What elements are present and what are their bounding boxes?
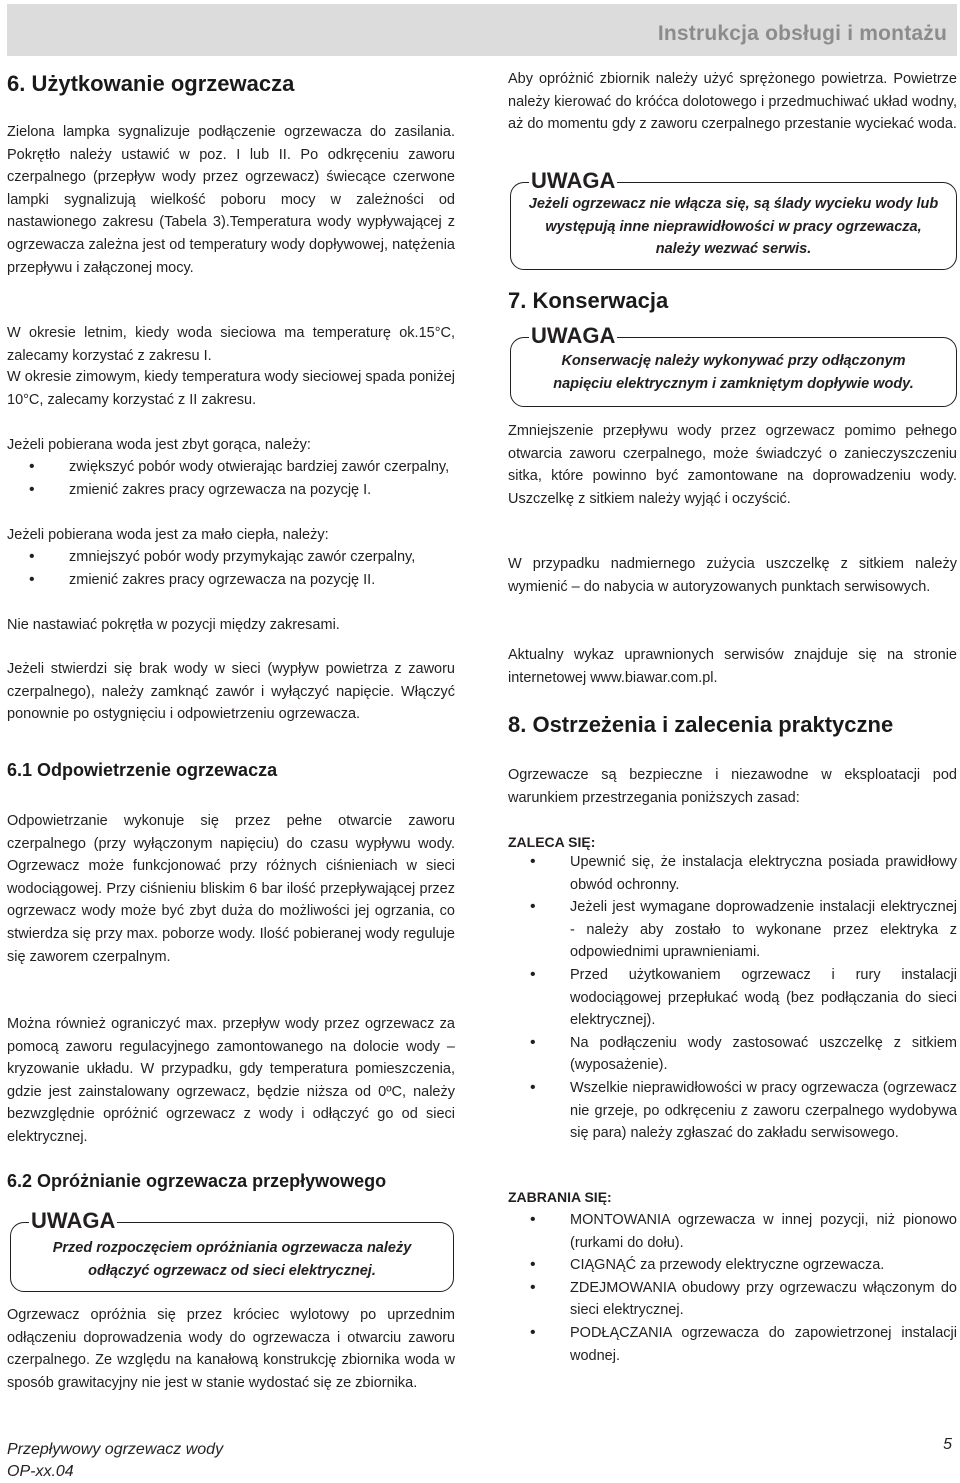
- s6-paragraph-4: Jeżeli pobierana woda jest zbyt gorąca, należy:: [7, 437, 311, 453]
- list-item: • MONTOWANIA ogrzewacza w innej pozycji, niż pionowo (rurkami do dołu).: [508, 1209, 957, 1254]
- section-6-2-heading: [7, 1171, 386, 1192]
- s6-paragraph-5: Jeżeli pobierana woda jest za mało ciepła, należy:: [7, 527, 329, 543]
- section-number: 6.2: [7, 1171, 33, 1191]
- s7-paragraph-1: Zmniejszenie przepływu wody przez ogrzewacz pomimo pełnego otwarcia zaworu czerpalnego, może świadczyć o zanieczyszczeniu sitka, które powinno być zamontowane na doprowadzeniu wody. Uszczelkę z sitkiem należy wyjąć i oczyścić.: [508, 423, 957, 507]
- list-item: • zmienić zakres pracy ogrzewacza na pozycję II.: [7, 569, 455, 592]
- recommended-list: [508, 851, 957, 1145]
- section-number: 6.1: [7, 760, 33, 780]
- section-title: Odpowietrzenie ogrzewacza: [32, 760, 278, 780]
- s6-2-paragraph-1: Ogrzewacz opróżnia się przez króciec wylotowy po uprzednim odłączeniu doprowadzenia wody do ogrzewacza i otwarciu zaworu czerpalnego. Ze względu na kanałową konstrukcję zbiornika woda w sposób grawitacyjny nie jest w stanie wydostać się ze zbiornika.: [7, 1307, 455, 1391]
- header-title: Instrukcja obsługi i montażu: [657, 22, 947, 45]
- warning-text: Konserwację należy wykonywać przy odłączonym napięciu elektrycznym i zamkniętym dopływie wody.: [553, 353, 914, 392]
- s6-1-paragraph-2: Można również ograniczyć max. przepływ wody przez ogrzewacz za pomocą zaworu regulacyjnego zamontowanego na dolocie wody – kryzowanie układu. W przypadku, gdy temperatura pomieszczenia, gdzie jest zainstalowany ogrzewacz, będzie niższa od 0ºC, należy bezwzględnie opróżnić ogrzewacz z wody i odłączyć go od sieci elektrycznej.: [7, 1016, 455, 1145]
- warning-text: Przed rozpoczęciem opróżniania ogrzewacza należy odłączyć ogrzewacz od sieci elektrycznej.: [52, 1240, 412, 1279]
- section-title: Opróżnianie ogrzewacza przepływowego: [32, 1171, 387, 1191]
- prohibited-list: [508, 1209, 957, 1367]
- footer-product-name: Przepływowy ogrzewacz wody: [7, 1441, 224, 1458]
- warning-label: UWAGA: [531, 323, 616, 348]
- list-item: • zmniejszyć pobór wody przymykając zawór czerpalny,: [7, 546, 455, 569]
- section-8-heading: 8. Ostrzeżenia i zalecenia praktyczne: [508, 712, 894, 737]
- s8-paragraph-1: Ogrzewacze są bezpieczne i niezawodne w eksploatacji pod warunkiem przestrzegania poniższych zasad:: [508, 767, 957, 806]
- warning-label: UWAGA: [31, 1208, 116, 1233]
- recommended-label: ZALECA SIĘ:: [508, 834, 596, 850]
- list-item: • zwiększyć pobór wody otwierając bardziej zawór czerpalny,: [7, 456, 455, 479]
- list-item: • Upewnić się, że instalacja elektryczna posiada prawidłowy obwód ochronny.: [508, 851, 957, 896]
- warning-box-service: [510, 168, 957, 270]
- s6-2-paragraph-2: Aby opróżnić zbiornik należy użyć sprężonego powietrza. Powietrze należy kierować do króćca dolotowego i przedmuchiwać układ wodny, aż do momentu gdy z zaworu czerpalnego przestanie wyciekać woda.: [508, 71, 957, 133]
- s6-paragraph-6: Nie nastawiać pokrętła w pozycji między zakresami.: [7, 617, 340, 633]
- footer-model: OP-xx.04: [7, 1463, 74, 1480]
- list-item: • Jeżeli jest wymagane doprowadzenie instalacji elektrycznej - należy aby zostało to wykonane przez elektryka z odpowiednimi uprawnieniami.: [508, 896, 957, 964]
- list-item: • PODŁĄCZANIA ogrzewacza do zapowietrzonej instalacji wodnej.: [508, 1322, 957, 1367]
- s6-paragraph-3: W okresie zimowym, kiedy temperatura wody sieciowej spada poniżej 10°C, zalecamy korzystać z II zakresu.: [7, 369, 455, 408]
- section-6-1-heading: [7, 760, 277, 781]
- warning-text: Jeżeli ogrzewacz nie włącza się, są ślady wycieku wody lub występują inne nieprawidłowości w pracy ogrzewacza, należy wezwać serwis.: [528, 196, 939, 258]
- page-number: 5: [943, 1436, 952, 1453]
- list-item: • CIĄGNĄĆ za przewody elektryczne ogrzewacza.: [508, 1254, 957, 1277]
- list-item: • Wszelkie nieprawidłowości w pracy ogrzewacza (ogrzewacz nie grzeje, po odkręceniu z zaworu czerpalnego wydobywa się para) należy zgłaszać do zakładu serwisowego.: [508, 1077, 957, 1145]
- warning-label: UWAGA: [531, 168, 616, 193]
- list-item: • Przed użytkowaniem ogrzewacz i rury instalacji wodociągowej przepłukać wodą (bez podłączania do sieci elektrycznej).: [508, 964, 957, 1032]
- warning-box-maintenance: [510, 323, 957, 407]
- s6-paragraph-7: Jeżeli stwierdzi się brak wody w sieci (wypływ powietrza z zaworu czerpalnego), należy zamknąć zawór i wyłączyć napięcie. Włączyć ponownie po ostygnięciu i odpowietrzeniu ogrzewacza.: [7, 661, 455, 723]
- s6-1-paragraph-1: Odpowietrzanie wykonuje się przez pełne otwarcie zaworu czerpalnego (przy wyłączonym napięciu) do czasu wypływu wody. Ogrzewacz może funkcjonować przy różnych ciśnieniach w sieci wodociągowej. Przy ciśnieniu bliskim 6 bar ilość przepływającej przez ogrzewacz wody może być zbyt duża do możliwości jej ogrzania, co stwierdza się przy max. poborze wody. Ilość pobieranej wody reguluje się zaworem czerpalnym.: [7, 813, 455, 965]
- header-bar: [7, 4, 957, 56]
- s7-paragraph-3: Aktualny wykaz uprawnionych serwisów znajduje się na stronie internetowej www.biawar.com.pl.: [508, 647, 957, 686]
- list-too-cold: [7, 546, 455, 591]
- s6-paragraph-2: W okresie letnim, kiedy woda sieciowa ma temperaturę ok.15°C, zalecamy korzystać z zakresu I.: [7, 325, 455, 364]
- list-item: • Na podłączeniu wody zastosować uszczelkę z sitkiem (wyposażenie).: [508, 1032, 957, 1077]
- section-6-heading: 6. Użytkowanie ogrzewacza: [7, 71, 295, 96]
- s6-paragraph-1: Zielona lampka sygnalizuje podłączenie ogrzewacza do zasilania. Pokrętło należy ustawić w poz. I lub II. Po odkręceniu zaworu czerpalnego (przepływ wody przez ogrzewacz) świecące czerwone lampki sygnalizują wielkość poboru mocy w zależności od nastawionego zakresu (Tabela 3).Temperatura wody wypływającej z ogrzewacza zależna jest od temperatury wody dopływowej, natężenia przepływu i załączonej mocy.: [7, 124, 455, 276]
- section-7-heading: 7. Konserwacja: [508, 288, 669, 313]
- list-too-hot: [7, 456, 455, 501]
- list-item: • ZDEJMOWANIA obudowy przy ogrzewaczu włączonym do sieci elektrycznej.: [508, 1277, 957, 1322]
- warning-box-drain: [10, 1208, 454, 1292]
- list-item: • zmienić zakres pracy ogrzewacza na pozycję I.: [7, 479, 455, 502]
- s7-paragraph-2: W przypadku nadmiernego zużycia uszczelkę z sitkiem należy wymienić – do nabycia w autoryzowanych punktach serwisowych.: [508, 556, 957, 595]
- prohibited-label: ZABRANIA SIĘ:: [508, 1189, 612, 1205]
- footer: [7, 1439, 223, 1483]
